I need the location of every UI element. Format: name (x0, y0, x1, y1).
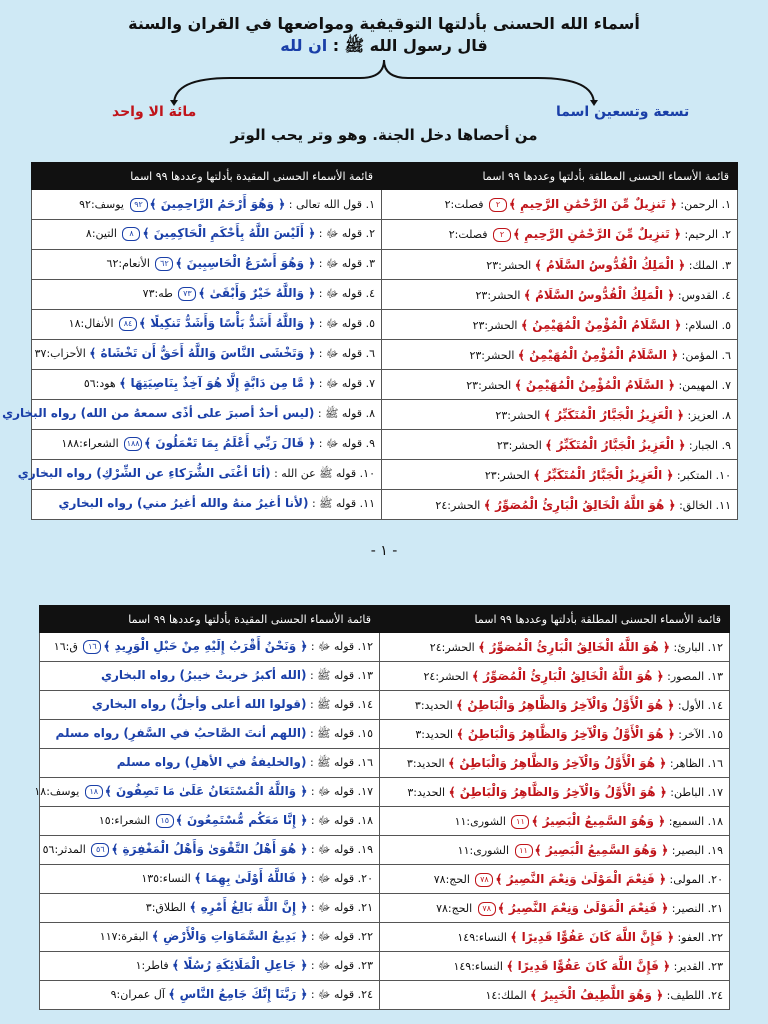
absolute-name-cell (382, 310, 738, 340)
table-row (32, 310, 738, 340)
evidence-text: ﴿ وَاللَّهُ خَيْرٌ وَأَبْقَىٰ ﴾ (198, 286, 316, 300)
divine-name: القدوس: (677, 288, 719, 302)
source-prefix: قوله ﷻ : (310, 958, 355, 972)
table-row (40, 749, 730, 778)
row-number: ٢٢. (707, 931, 723, 944)
row-number: ١٢. (357, 639, 373, 653)
row-number: ١٨. (707, 814, 723, 828)
ayah-number-badge: ٧٣ (178, 287, 196, 301)
surah-reference: الحشر:٢٣ (469, 348, 515, 362)
surah-reference: الحشر:٢٣ (496, 438, 542, 452)
source-prefix: قوله ﷺ : (309, 697, 355, 711)
quran-verse: ﴿ فَإِنَّ اللَّهَ كَانَ عَفُوًّا قَدِيرًا ﴾ (510, 930, 674, 944)
row-number: ٧. (721, 378, 731, 392)
divine-name: المؤمن: (681, 348, 719, 362)
absolute-name-cell (382, 370, 738, 400)
evidence-text: (الله أكبرُ خربتْ خيبرُ) رواه البخاري (101, 667, 307, 682)
row-number: ١١. (715, 498, 731, 512)
quran-verse: ﴿ السَّلَامُ الْمُؤْمِنُ الْمُهَيْمِنُ ﴾ (521, 317, 682, 332)
table-row (40, 981, 730, 1010)
quran-verse: ﴿ هُوَ الْأَوَّلُ وَالْآخِرُ وَالظَّاهِرُ وَالْبَاطِنُ ﴾ (456, 698, 675, 712)
absolute-names-header: قائمة الأسماء الحسنى المطلقة بأدلتها وعددها ٩٩ اسما (380, 606, 730, 633)
surah-reference: هود:٥٦ (83, 377, 116, 390)
ayah-number-badge: ١١ (515, 844, 533, 858)
table-row (40, 923, 730, 952)
absolute-name-cell (382, 400, 738, 430)
ayah-number-badge: ١٦ (83, 640, 101, 654)
evidence-text: (قولوا الله أعلى وأجلُّ) رواه البخاري (91, 696, 307, 711)
source-prefix: قوله ﷺ : (317, 407, 363, 420)
row-number: ١١. (359, 497, 375, 510)
evidence-text: ﴿ وَهُوَ أَرْحَمُ الرَّاحِمِينَ ﴾ (149, 197, 286, 211)
restricted-name-cell (40, 865, 380, 894)
row-number: ١٩. (357, 842, 373, 856)
surah-reference: الحشر:٢٣ (486, 258, 532, 272)
restricted-name-cell (34, 778, 380, 807)
divine-name: الرحيم: (684, 228, 719, 241)
surah-reference: الحشر:٢٣ (472, 318, 518, 332)
restricted-name-cell (40, 662, 380, 691)
table-row (40, 807, 730, 836)
absolute-name-cell (380, 691, 730, 720)
table-row (32, 400, 738, 430)
row-number: ٢. (365, 227, 375, 240)
divine-name: الرحمن: (680, 198, 719, 211)
absolute-name-cell (382, 430, 738, 460)
quran-verse: ﴿ هُوَ اللَّهُ الْخَالِقُ الْبَارِئُ الْمُصَوِّرُ ﴾ (478, 640, 670, 654)
evidence-text: ﴿ وَهُوَ أَسْرَعُ الْحَاسِبِينَ ﴾ (175, 256, 316, 270)
hadith-highlight: ان لله (280, 36, 328, 55)
surah-reference: الحشر:٢٣ (495, 408, 541, 422)
row-number: ٢١. (707, 901, 723, 915)
row-number: ١٧. (357, 784, 373, 798)
restricted-name-cell (40, 720, 380, 749)
row-number: ١٤. (707, 699, 723, 712)
row-number: ٩. (721, 438, 731, 452)
surah-reference: الحشر:٢٣ (475, 288, 521, 302)
surah-reference: النساء:١٣٥ (141, 871, 191, 885)
absolute-name-cell (382, 490, 738, 520)
surah-reference: الأحزاب:٣٧ (34, 347, 86, 360)
ayah-number-badge: ٩٢ (130, 198, 148, 212)
quran-verse: ﴿ السَّلَامُ الْمُؤْمِنُ الْمُهَيْمِنُ ﴾ (517, 347, 679, 362)
row-number: ١٢. (707, 641, 723, 654)
evidence-text: ﴿ رَبَّنَا إِنَّكَ جَامِعُ النَّاسِ ﴾ (168, 986, 308, 1001)
ayah-number-badge: ٨ (122, 227, 140, 241)
curly-brace-icon (170, 56, 598, 106)
evidence-text: ﴿ إِنَّ اللَّهَ بَالِغُ أَمْرِهِ ﴾ (189, 899, 308, 914)
restricted-names-header: قائمة الأسماء الحسنى المقيدة بأدلتها وعددها ٩٩ اسما (32, 163, 382, 190)
names-table-2 (34, 605, 730, 1010)
table-row (32, 430, 738, 460)
evidence-text: (أنَا أغْنَى الشُّرَكاءِ عن الشِّرْكِ) رواه البخاري (17, 466, 271, 480)
surah-reference: الحشر:٢٤ (435, 498, 481, 512)
restricted-name-cell (32, 190, 382, 220)
surah-reference: الطلاق:٣ (145, 900, 186, 914)
surah-reference: النساء:١٤٩ (457, 931, 507, 944)
source-prefix: قوله ﷺ : (311, 497, 357, 510)
evidence-text: ﴿ جَاعِلِ الْمَلَائِكَةِ رُسُلًا ﴾ (172, 957, 308, 972)
ayah-number-badge: ٧٨ (478, 902, 496, 916)
divine-name: الأول: (677, 699, 705, 712)
restricted-name-cell (40, 923, 380, 952)
surah-reference: الحج:٧٨ (436, 901, 473, 915)
source-prefix: قوله ﷺ : (309, 726, 355, 740)
surah-reference: طه:٧٣ (142, 287, 173, 300)
table-row (40, 836, 730, 865)
restricted-name-cell (32, 370, 382, 400)
row-number: ٢٠. (707, 872, 723, 886)
row-number: ١٤. (357, 697, 373, 711)
divine-name: السميع: (668, 814, 705, 828)
row-number: ١٩. (707, 843, 723, 857)
ayah-number-badge: ٦٢ (155, 257, 173, 271)
absolute-name-cell (382, 460, 738, 490)
row-number: ٢٢. (357, 929, 373, 943)
divine-name: الباطن: (670, 786, 705, 799)
divine-name: اللطيف: (666, 989, 705, 1002)
restricted-name-cell (32, 340, 382, 370)
surah-reference: الشعراء:١٥ (98, 813, 151, 827)
row-number: ١٣. (707, 670, 723, 683)
absolute-name-cell (380, 865, 730, 894)
restricted-name-cell (40, 894, 380, 923)
divine-name: المصور: (667, 670, 705, 683)
row-number: ٢٤. (357, 987, 373, 1001)
absolute-name-cell (380, 981, 730, 1010)
table-row (32, 190, 738, 220)
absolute-name-cell (380, 662, 730, 691)
restricted-name-cell (32, 250, 382, 280)
evidence-text: ﴿ هُوَ أَهْلُ التَّقْوَىٰ وَأَهْلُ الْمَغْفِرَةِ ﴾ (111, 841, 308, 856)
divine-name: الآخر: (678, 728, 705, 741)
row-number: ٢٣. (357, 958, 373, 972)
absolute-names-header: قائمة الأسماء الحسنى المطلقة بأدلتها وعددها ٩٩ اسما (382, 163, 738, 190)
surah-reference: التين:٨ (85, 227, 117, 240)
surah-reference: الشورى:١١ (457, 843, 510, 857)
divine-name: الظاهر: (669, 757, 705, 770)
page-title: أسماء الله الحسنى بأدلتها التوقيفية ومواضعها في القران والسنة (128, 14, 640, 33)
source-prefix: قوله ﷺ عن الله : (274, 467, 357, 480)
table-row (32, 340, 738, 370)
row-number: ٢٠. (357, 871, 373, 885)
source-prefix: قوله ﷻ : (318, 377, 363, 390)
quran-verse: ﴿ وَهُوَ السَّمِيعُ الْبَصِيرُ ﴾ (534, 842, 669, 857)
evidence-text: ﴿ قَالَ رَبِّي أَعْلَمُ بِمَا تَعْمَلُونَ ﴾ (144, 436, 316, 450)
restricted-name-cell (2, 400, 382, 430)
divine-name: السلام: (684, 318, 719, 332)
restricted-name-cell (40, 633, 380, 662)
table-row (40, 691, 730, 720)
row-number: ١. (721, 198, 731, 211)
row-number: ٩. (365, 437, 375, 450)
names-table-1 (2, 162, 738, 520)
source-prefix: قوله ﷻ : (310, 784, 355, 798)
quran-verse: ﴿ الْعَزِيزُ الْجَبَّارُ الْمُتَكَبِّرُ ﴾ (533, 467, 674, 482)
restricted-name-cell (32, 280, 382, 310)
table-row (32, 280, 738, 310)
ayah-number-badge: ٥٦ (91, 843, 109, 857)
source-prefix: قوله ﷻ : (310, 813, 355, 827)
ayah-number-badge: ١٥ (156, 814, 174, 828)
table-row (40, 865, 730, 894)
quran-verse: ﴿ وَهُوَ اللَّطِيفُ الْخَبِيرُ ﴾ (530, 988, 664, 1002)
divine-name: النصير: (671, 901, 705, 915)
divine-name: الملك: (688, 258, 719, 272)
table-row (40, 894, 730, 923)
ayah-number-badge: ١٨٨ (124, 437, 142, 451)
quran-verse: ﴿ فَإِنَّ اللَّهَ كَانَ عَفُوًّا قَدِيرًا ﴾ (506, 959, 671, 973)
row-number: ٣. (721, 258, 731, 272)
surah-reference: الحديد:٣ (407, 786, 446, 799)
row-number: ١٥. (707, 728, 723, 741)
surah-reference: الحشر:٢٣ (466, 378, 512, 392)
surah-reference: يوسف:٩٢ (79, 198, 124, 211)
page-header (0, 0, 768, 160)
surah-reference: الحديد:٣ (415, 728, 454, 741)
restricted-names-header: قائمة الأسماء الحسنى المقيدة بأدلتها وعددها ٩٩ اسما (40, 606, 380, 633)
surah-reference: المدثر:٥٦ (42, 842, 86, 856)
divine-name: المتكبر: (676, 468, 713, 482)
row-number: ٦. (721, 348, 731, 362)
evidence-text: ﴿ وَاللَّهُ الْمُسْتَعَانُ عَلَىٰ مَا تَصِفُونَ ﴾ (104, 783, 308, 798)
evidence-text: (اللهم أنتَ الصَّاحبُ في السَّفرِ) رواه مسلم (55, 725, 307, 740)
absolute-name-cell (382, 190, 738, 220)
source-prefix: قوله ﷻ : (318, 347, 363, 360)
quran-verse: ﴿ الْمَلِكُ الْقُدُّوسُ السَّلَامُ ﴾ (534, 257, 686, 272)
row-number: ٢. (721, 228, 731, 241)
page-number: - ١ - (370, 543, 398, 559)
table-row (40, 952, 730, 981)
absolute-name-cell (380, 952, 730, 981)
restricted-name-cell (40, 952, 380, 981)
surah-reference: الأنعام:٦٢ (106, 257, 150, 270)
surah-reference: فاطر:١ (135, 958, 169, 972)
row-number: ٢١. (357, 900, 373, 914)
row-number: ١. (365, 198, 375, 211)
row-number: ٨. (365, 407, 375, 420)
surah-reference: الحديد:٣ (414, 699, 453, 712)
restricted-name-cell (40, 836, 380, 865)
quran-verse: ﴿ السَّلَامُ الْمُؤْمِنُ الْمُهَيْمِنُ ﴾ (514, 377, 675, 392)
row-number: ٢٣. (707, 960, 723, 973)
table-row (40, 662, 730, 691)
quran-verse: ﴿ هُوَ الْأَوَّلُ وَالْآخِرُ وَالظَّاهِرُ وَالْبَاطِنُ ﴾ (456, 727, 675, 741)
absolute-name-cell (380, 778, 730, 807)
absolute-name-cell (380, 720, 730, 749)
evidence-text: (ليس أحدٌ أصبرَ على أذًى سمعهُ من الله) رواه البخاري (2, 406, 315, 420)
row-number: ١٦. (357, 755, 373, 769)
absolute-name-cell (380, 923, 730, 952)
table-row (32, 250, 738, 280)
ayah-number-badge: ١٨ (85, 785, 103, 799)
evidence-text: ﴿ وَاللَّهُ أَشَدُّ بَأْسًا وَأَشَدُّ تَنكِيلًا ﴾ (139, 316, 316, 330)
surah-reference: الشورى:١١ (454, 814, 506, 828)
source-prefix: قوله ﷻ : (318, 287, 363, 300)
evidence-text: ﴿ وَنَحْنُ أَقْرَبُ إِلَيْهِ مِنْ حَبْلِ الْوَرِيدِ ﴾ (103, 638, 308, 653)
source-prefix: قوله ﷻ : (310, 900, 355, 914)
absolute-name-cell (382, 220, 738, 250)
evidence-text: (والخليفةُ في الأهلِ) رواه مسلم (116, 754, 307, 769)
restricted-name-cell (40, 981, 380, 1010)
absolute-name-cell (380, 749, 730, 778)
count-label-right: تسعة وتسعين اسما (556, 104, 690, 120)
source-prefix: قوله ﷺ : (309, 755, 355, 769)
absolute-name-cell (382, 340, 738, 370)
surah-reference: الشعراء:١٨٨ (61, 437, 119, 450)
row-number: ٦. (365, 347, 375, 360)
source-prefix: قوله ﷻ : (310, 929, 355, 943)
divine-name: المولى: (669, 872, 705, 886)
surah-reference: ق:١٦ (53, 639, 78, 653)
ayah-number-badge: ٨٤ (119, 317, 137, 331)
table-row (32, 460, 738, 490)
table-header-row (32, 163, 738, 190)
row-number: ١٠. (359, 467, 375, 480)
row-number: ١٨. (357, 813, 373, 827)
divine-name: القدير: (673, 960, 705, 973)
quran-verse: ﴿ هُوَ اللَّهُ الْخَالِقُ الْبَارِئُ الْمُصَوِّرُ ﴾ (471, 669, 664, 683)
surah-reference: الحشر:٢٤ (429, 641, 475, 654)
quran-verse: ﴿ فَنِعْمَ الْمَوْلَىٰ وَنِعْمَ النَّصِيرُ ﴾ (497, 900, 669, 915)
row-number: ٣. (365, 257, 375, 270)
evidence-text: ﴿ فَاللَّهُ أَوْلَىٰ بِهِمَا ﴾ (194, 870, 308, 885)
row-number: ١٦. (707, 757, 723, 770)
quran-verse: ﴿ وَهُوَ السَّمِيعُ الْبَصِيرُ ﴾ (531, 813, 666, 828)
ayah-number-badge: ١١ (511, 815, 529, 829)
absolute-name-cell (380, 633, 730, 662)
evidence-text: (لأنا أغيرُ منهُ والله أغيرُ مني) رواه البخاري (58, 496, 309, 510)
source-prefix: قوله ﷻ : (310, 842, 355, 856)
table-row (40, 720, 730, 749)
absolute-name-cell (382, 250, 738, 280)
source-prefix: قوله ﷻ : (318, 257, 363, 270)
evidence-text: ﴿ أَلَيْسَ اللَّهُ بِأَحْكَمِ الْحَاكِمِينَ ﴾ (142, 226, 316, 240)
hadith-continuation: من أحصاها دخل الجنة. وهو وتر يحب الوتر (230, 126, 538, 144)
row-number: ٤. (721, 288, 731, 302)
quran-verse: ﴿ تَنزِيلٌ مِّنَ الرَّحْمَٰنِ الرَّحِيمِ ﴾ (513, 227, 681, 241)
surah-reference: الأنفال:١٨ (68, 317, 114, 330)
divine-name: البارئ: (673, 641, 705, 654)
hadith-prefix: قال رسول الله ﷺ : (332, 36, 488, 55)
surah-reference: الحشر:٢٣ (484, 468, 530, 482)
surah-reference: الحديد:٣ (406, 757, 445, 770)
restricted-name-cell (17, 460, 382, 490)
row-number: ١٥. (357, 726, 373, 740)
source-prefix: قوله ﷺ : (309, 668, 355, 682)
restricted-name-cell (32, 490, 382, 520)
quran-verse: ﴿ هُوَ الْأَوَّلُ وَالْآخِرُ وَالظَّاهِرُ وَالْبَاطِنُ ﴾ (448, 785, 667, 799)
absolute-name-cell (380, 807, 730, 836)
source-prefix: قوله ﷻ : (318, 437, 363, 450)
restricted-name-cell (40, 691, 380, 720)
surah-reference: النساء:١٤٩ (453, 960, 503, 973)
divine-name: البصير: (671, 843, 705, 857)
table-header-row (40, 606, 730, 633)
source-prefix: قوله ﷻ : (310, 871, 355, 885)
evidence-text: ﴿ وَتَخْشَى النَّاسَ وَاللَّهُ أَحَقُّ أَن تَخْشَاهُ ﴾ (89, 346, 316, 360)
surah-reference: يوسف:١٨ (34, 784, 80, 798)
evidence-text: ﴿ بَدِيعُ السَّمَاوَاتِ وَالْأَرْضِ ﴾ (151, 928, 308, 943)
restricted-name-cell (32, 430, 382, 460)
quran-verse: ﴿ تَنزِيلٌ مِّنَ الرَّحْمَٰنِ الرَّحِيمِ ﴾ (508, 197, 677, 211)
divine-name: المهيمن: (678, 378, 719, 392)
row-number: ١٣. (357, 668, 373, 682)
divine-name: العزيز: (687, 408, 719, 422)
table-row (40, 633, 730, 662)
divine-name: الجبار: (688, 438, 719, 452)
ayah-number-badge: ٢ (493, 228, 511, 242)
quran-verse: ﴿ الْمَلِكُ الْقُدُّوسُ السَّلَامُ ﴾ (523, 287, 675, 302)
quran-verse: ﴿ الْعَزِيزُ الْجَبَّارُ الْمُتَكَبِّرُ ﴾ (543, 407, 684, 422)
restricted-name-cell (32, 310, 382, 340)
row-number: ٢٤. (707, 989, 723, 1002)
ayah-number-badge: ٧٨ (475, 873, 493, 887)
table-row (32, 220, 738, 250)
absolute-name-cell (380, 836, 730, 865)
row-number: ٨. (721, 408, 731, 422)
source-prefix: قوله ﷻ : (318, 317, 363, 330)
row-number: ٥. (365, 317, 375, 330)
quran-verse: ﴿ فَنِعْمَ الْمَوْلَىٰ وَنِعْمَ النَّصِيرُ ﴾ (495, 871, 666, 886)
source-prefix: قوله ﷻ : (318, 227, 363, 240)
restricted-name-cell (40, 807, 380, 836)
absolute-name-cell (382, 280, 738, 310)
source-prefix: قول الله تعالى : (288, 198, 363, 211)
restricted-name-cell (40, 749, 380, 778)
surah-reference: فصلت:٢ (448, 228, 488, 241)
source-prefix: قوله ﷻ : (310, 987, 355, 1001)
absolute-name-cell (380, 894, 730, 923)
quran-verse: ﴿ هُوَ الْأَوَّلُ وَالْآخِرُ وَالظَّاهِرُ وَالْبَاطِنُ ﴾ (448, 756, 667, 770)
row-number: ٧. (365, 377, 375, 390)
divine-name: العفو: (677, 931, 705, 944)
surah-reference: البقرة:١١٧ (99, 929, 149, 943)
surah-reference: فصلت:٢ (444, 198, 484, 211)
ayah-number-badge: ٢ (489, 198, 507, 212)
quran-verse: ﴿ هُوَ اللَّهُ الْخَالِقُ الْبَارِئُ الْمُصَوِّرُ ﴾ (483, 497, 676, 512)
count-label-left: مائة الا واحد (112, 104, 197, 120)
row-number: ١٠. (715, 468, 731, 482)
surah-reference: الملك:١٤ (485, 989, 527, 1002)
row-number: ٤. (365, 287, 375, 300)
quran-verse: ﴿ الْعَزِيزُ الْجَبَّارُ الْمُتَكَبِّرُ ﴾ (545, 437, 686, 452)
surah-reference: آل عمران:٩ (110, 987, 165, 1001)
row-number: ٥. (721, 318, 731, 332)
restricted-name-cell (32, 220, 382, 250)
evidence-text: ﴿ إِنَّا مَعَكُم مُّسْتَمِعُونَ ﴾ (175, 812, 308, 827)
divine-name: الخالق: (679, 498, 713, 512)
surah-reference: الحشر:٢٤ (423, 670, 469, 683)
table-row (40, 778, 730, 807)
surah-reference: الحج:٧٨ (433, 872, 470, 886)
table-row (32, 490, 738, 520)
row-number: ١٧. (707, 786, 723, 799)
table-row (32, 370, 738, 400)
source-prefix: قوله ﷻ : (310, 639, 355, 653)
evidence-text: ﴿ مَّا مِن دَابَّةٍ إِلَّا هُوَ آخِذٌ بِنَاصِيَتِهَا ﴾ (119, 376, 316, 390)
